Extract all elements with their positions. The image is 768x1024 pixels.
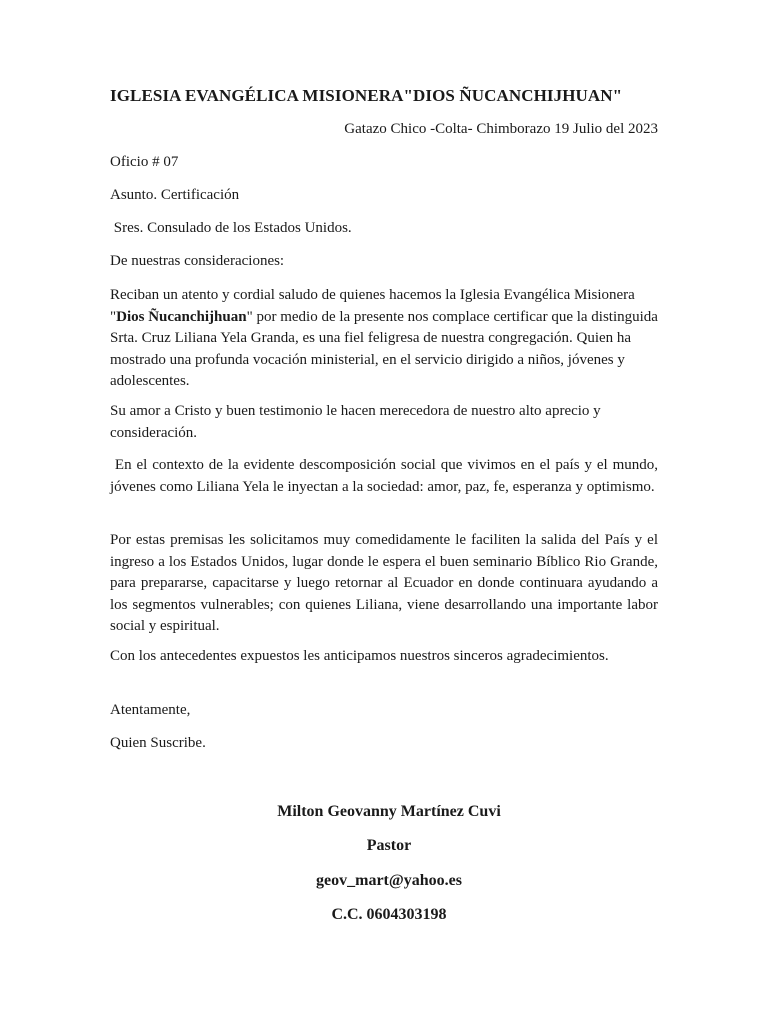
signatory-email: geov_mart@yahoo.es [316,872,462,889]
letter-page [110,0,662,1024]
paragraph-context: En el contexto de la evidente descomposición social que vivimos en el país y el mundo, jóvenes como Liliana Yela le inyectan a la sociedad: amor, paz, fe, esperanza y optimismo. [110,457,662,495]
paragraph-thanks: Con los antecedentes expuestos les anticipamos nuestros sinceros agradecimientos. [110,648,609,664]
paragraph-intro [110,285,658,393]
letter-heading: IGLESIA EVANGÉLICA MISIONERA"DIOS ÑUCANCHIJHUAN" [110,86,623,105]
oficio-number: Oficio # 07 [110,154,179,170]
paragraph-testimony: Su amor a Cristo y buen testimonio le hacen merecedora de nuestro alto aprecio y consideración. [110,403,601,441]
closing-line: Atentamente, [110,702,191,718]
paragraph-intro-text-b: " por medio de la presente nos complace certificar que la distinguida Srta. Cruz Liliana Yela Granda, es una fiel feligresa de nuestra congregación. Quien ha mostrado una profunda vocación ministerial, en el servicio dirigido a niños, jóvenes y adolescentes. [110,308,658,389]
signatory-name: Milton Geovanny Martínez Cuvi [277,803,501,820]
greeting-line: De nuestras consideraciones: [110,253,285,269]
signatory-id: C.C. 0604303198 [331,906,447,923]
paragraph-intro-text-a: Reciban un atento y cordial saludo de quienes hacemos la Iglesia Evangélica Misionera " [110,287,635,325]
dateline: Gatazo Chico -Colta- Chimborazo 19 Julio del 2023 [344,121,658,137]
church-name-bold: Dios Ñucanchijhuan [116,308,247,325]
subject-line: Asunto. Certificación [110,187,240,203]
subscriber-line: Quien Suscribe. [110,735,206,751]
signatory-title: Pastor [366,837,412,854]
paragraph-request: Por estas premisas les solicitamos muy comedidamente le faciliten la salida del País y el ingreso a los Estados Unidos, lugar donde le espera el buen seminario Bíblico Rio Grande, para prepararse, capacitarse y luego retornar al Ecuador en donde continuara ayudando a los segmentos vulnerables; con quienes Liliana, viene desarrollando una importante labor social y espiritual. [110,532,658,634]
recipient-line: Sres. Consulado de los Estados Unidos. [110,220,352,236]
